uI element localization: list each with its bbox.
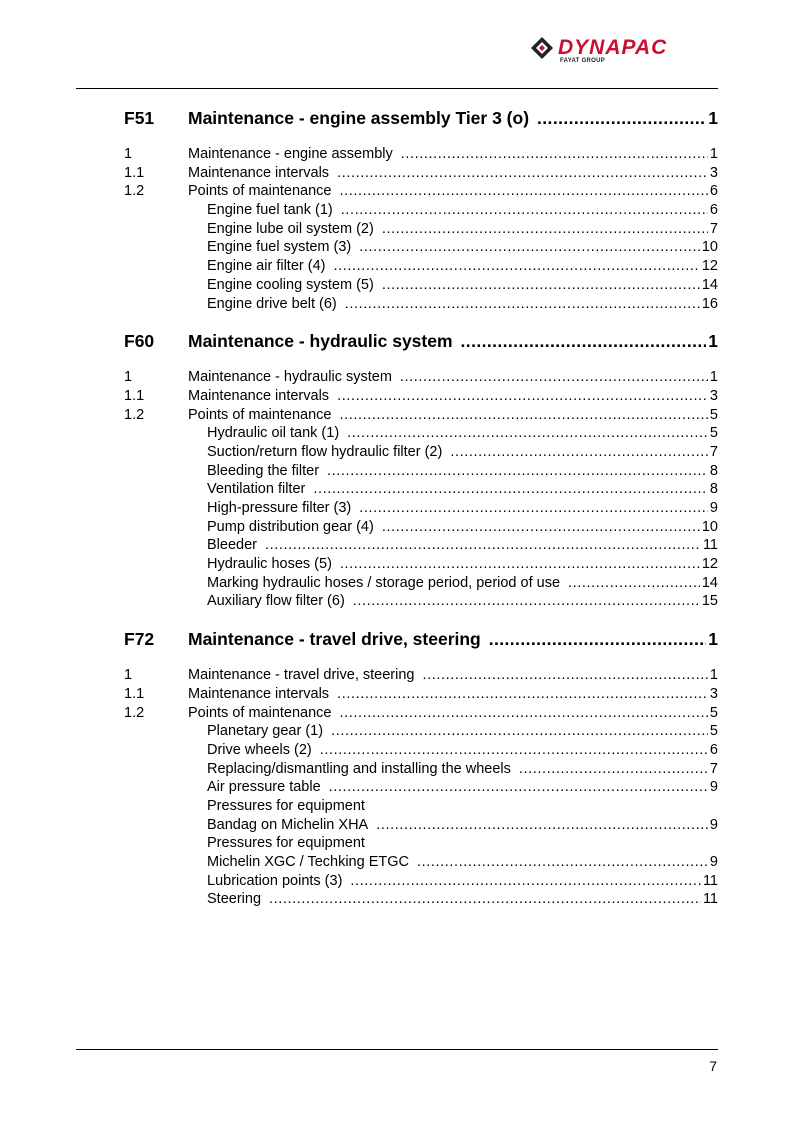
dot-leader bbox=[265, 536, 701, 555]
entry-title: Points of maintenance bbox=[188, 183, 332, 200]
entry-number: 1.2 bbox=[124, 704, 145, 721]
section-code: F51 bbox=[124, 108, 155, 128]
section-heading[interactable] bbox=[124, 108, 718, 134]
entry-page: 10 bbox=[701, 518, 718, 535]
section-page: 1 bbox=[708, 108, 718, 128]
entry-number: 1.1 bbox=[124, 685, 145, 702]
entry-number: 1.1 bbox=[124, 164, 145, 181]
toc-entry[interactable] bbox=[124, 295, 718, 314]
dot-leader bbox=[568, 574, 700, 593]
entry-title: Drive wheels (2) bbox=[207, 741, 312, 758]
dynapac-diamond-icon bbox=[530, 36, 554, 60]
toc-entry[interactable] bbox=[124, 406, 718, 425]
section-heading[interactable] bbox=[124, 331, 718, 357]
entry-title: Bleeding the filter bbox=[207, 462, 320, 479]
entry-page: 8 bbox=[709, 481, 718, 498]
toc-entry[interactable] bbox=[124, 872, 718, 891]
section-heading[interactable] bbox=[124, 629, 718, 655]
dot-leader bbox=[350, 872, 701, 891]
entry-page: 15 bbox=[701, 593, 718, 610]
entry-title: Pressures for equipment bbox=[207, 835, 365, 852]
entry-title: Planetary gear (1) bbox=[207, 723, 324, 740]
toc-entry[interactable] bbox=[124, 257, 718, 276]
entry-title: Engine cooling system (5) bbox=[207, 276, 374, 293]
dot-leader bbox=[339, 406, 707, 425]
toc-entry[interactable] bbox=[124, 666, 718, 685]
toc-entry[interactable] bbox=[124, 816, 718, 835]
dot-leader bbox=[422, 666, 707, 685]
toc-entry[interactable] bbox=[124, 201, 718, 220]
toc-entry[interactable] bbox=[124, 443, 718, 462]
dot-leader bbox=[537, 108, 706, 129]
entry-title: High-pressure filter (3) bbox=[207, 500, 352, 516]
dot-leader bbox=[382, 220, 708, 239]
entry-title: Ventilation filter bbox=[207, 481, 306, 498]
toc-entry[interactable] bbox=[124, 182, 718, 201]
dot-leader bbox=[382, 276, 700, 295]
dot-leader bbox=[339, 182, 707, 201]
dot-leader bbox=[347, 424, 708, 443]
entry-title: Hydraulic hoses (5) bbox=[207, 556, 332, 573]
section-code: F72 bbox=[124, 629, 155, 650]
entry-title: Hydraulic oil tank (1) bbox=[207, 425, 340, 442]
toc-entry[interactable] bbox=[124, 592, 718, 611]
entry-page: 7 bbox=[709, 760, 718, 777]
entry-title: Points of maintenance bbox=[188, 406, 332, 423]
footer-rule bbox=[76, 1049, 718, 1050]
toc-entry[interactable] bbox=[124, 536, 718, 555]
entry-title: Maintenance - engine assembly bbox=[188, 146, 393, 162]
section-title: Maintenance - engine assembly Tier 3 (o) bbox=[188, 108, 530, 128]
dot-leader bbox=[269, 890, 701, 909]
toc-entry[interactable] bbox=[124, 778, 718, 797]
dot-leader bbox=[340, 555, 700, 574]
dot-leader bbox=[331, 722, 708, 741]
entry-title: Pressures for equipment bbox=[207, 797, 365, 814]
table-of-contents bbox=[124, 108, 718, 927]
toc-entry[interactable] bbox=[124, 480, 718, 499]
toc-section bbox=[124, 108, 718, 313]
entry-page: 3 bbox=[709, 164, 718, 181]
entry-title: Engine fuel tank (1) bbox=[207, 202, 333, 219]
entry-page: 16 bbox=[701, 295, 718, 312]
toc-entry[interactable] bbox=[124, 424, 718, 443]
toc-entry[interactable] bbox=[124, 145, 718, 164]
entry-title: Engine drive belt (6) bbox=[207, 295, 337, 312]
entry-title: Steering bbox=[207, 891, 262, 908]
entry-page: 14 bbox=[701, 574, 718, 591]
toc-section bbox=[124, 331, 718, 611]
entry-title: Pump distribution gear (4) bbox=[207, 518, 374, 535]
entry-page: 11 bbox=[702, 872, 718, 889]
entry-title: Marking hydraulic hoses / storage period, period of use bbox=[207, 574, 561, 591]
entry-title: Maintenance - hydraulic system bbox=[188, 369, 392, 386]
section-page: 1 bbox=[708, 331, 718, 352]
dot-leader bbox=[450, 443, 708, 462]
toc-entry[interactable] bbox=[124, 518, 718, 537]
dot-leader bbox=[339, 704, 707, 723]
entry-title: Maintenance intervals bbox=[188, 685, 330, 702]
entry-page: 9 bbox=[709, 854, 718, 870]
entry-page: 7 bbox=[709, 443, 718, 460]
dot-leader bbox=[345, 295, 700, 314]
section-page: 1 bbox=[708, 629, 718, 650]
dot-leader bbox=[376, 816, 708, 835]
entry-page: 5 bbox=[709, 723, 718, 740]
toc-entry[interactable] bbox=[124, 741, 718, 760]
dot-leader bbox=[401, 145, 708, 164]
entry-number: 1.2 bbox=[124, 406, 145, 423]
entry-page: 1 bbox=[709, 667, 718, 684]
toc-entry[interactable] bbox=[124, 722, 718, 741]
toc-entry[interactable] bbox=[124, 704, 718, 723]
entry-page: 12 bbox=[701, 258, 718, 275]
section-title: Maintenance - travel drive, steering bbox=[188, 629, 481, 650]
entry-title: Auxiliary flow filter (6) bbox=[207, 593, 345, 610]
entry-title: Maintenance intervals bbox=[188, 164, 330, 181]
entry-page: 3 bbox=[709, 387, 718, 404]
toc-entry[interactable] bbox=[124, 164, 718, 183]
entry-page: 5 bbox=[709, 704, 718, 721]
dot-leader bbox=[329, 778, 708, 797]
dynapac-logo bbox=[530, 36, 725, 66]
entry-title: Air pressure table bbox=[207, 779, 321, 796]
entry-title: Suction/return flow hydraulic filter (2) bbox=[207, 443, 443, 460]
toc-entry[interactable] bbox=[124, 555, 718, 574]
entry-page: 3 bbox=[709, 685, 718, 702]
dot-leader bbox=[320, 741, 708, 760]
dot-leader bbox=[341, 201, 708, 220]
entry-title: Bandag on Michelin XHA bbox=[207, 816, 369, 833]
entry-page: 5 bbox=[709, 425, 718, 442]
section-title: Maintenance - hydraulic system bbox=[188, 331, 453, 352]
toc-entry[interactable] bbox=[124, 220, 718, 239]
toc-entry[interactable] bbox=[124, 276, 718, 295]
entry-title: Points of maintenance bbox=[188, 704, 332, 721]
dot-leader bbox=[337, 685, 708, 704]
entry-title: Maintenance - travel drive, steering bbox=[188, 667, 415, 684]
entry-number: 1 bbox=[124, 369, 133, 386]
entry-title: Lubrication points (3) bbox=[207, 872, 343, 889]
entry-page: 7 bbox=[709, 220, 718, 237]
toc-entry[interactable] bbox=[124, 238, 718, 257]
entry-page: 6 bbox=[709, 741, 718, 758]
header-rule bbox=[76, 88, 718, 89]
entry-page: 1 bbox=[709, 369, 718, 386]
toc-section bbox=[124, 629, 718, 909]
entry-page: 12 bbox=[701, 556, 718, 573]
entry-page: 9 bbox=[709, 816, 718, 833]
entry-page: 11 bbox=[702, 537, 718, 554]
entry-page: 6 bbox=[709, 202, 718, 219]
dot-leader bbox=[417, 853, 708, 872]
toc-entry[interactable] bbox=[124, 685, 718, 704]
entry-page: 10 bbox=[701, 239, 718, 256]
entry-page: 6 bbox=[709, 183, 718, 200]
entry-title: Michelin XGC / Techking ETGC bbox=[207, 854, 409, 870]
entry-number: 1.2 bbox=[124, 183, 145, 200]
dot-leader bbox=[337, 164, 708, 183]
dot-leader bbox=[519, 760, 708, 779]
page-number: 7 bbox=[709, 1058, 717, 1074]
dot-leader bbox=[327, 462, 708, 481]
entry-number: 1 bbox=[124, 146, 133, 162]
entry-title: Engine air filter (4) bbox=[207, 258, 326, 275]
dot-leader bbox=[353, 592, 700, 611]
dot-leader bbox=[337, 387, 708, 406]
toc-entry[interactable] bbox=[124, 368, 718, 387]
entry-page: 11 bbox=[702, 891, 718, 908]
toc-entry[interactable] bbox=[124, 462, 718, 481]
entry-title: Replacing/dismantling and installing the wheels bbox=[207, 760, 511, 777]
toc-entry[interactable] bbox=[124, 853, 718, 872]
entry-title: Engine fuel system (3) bbox=[207, 239, 352, 256]
entry-page: 5 bbox=[709, 406, 718, 423]
entry-page: 1 bbox=[709, 146, 718, 162]
dot-leader bbox=[333, 257, 699, 276]
toc-entry[interactable] bbox=[124, 834, 718, 853]
toc-entry[interactable] bbox=[124, 574, 718, 593]
entry-title: Maintenance intervals bbox=[188, 387, 330, 404]
toc-entry[interactable] bbox=[124, 797, 718, 816]
entry-title: Bleeder bbox=[207, 537, 257, 554]
entry-page: 9 bbox=[709, 779, 718, 796]
entry-number: 1 bbox=[124, 667, 133, 684]
entry-title: Engine lube oil system (2) bbox=[207, 220, 374, 237]
entry-number: 1.1 bbox=[124, 387, 145, 404]
section-code: F60 bbox=[124, 331, 155, 352]
entry-page: 8 bbox=[709, 462, 718, 479]
dot-leader bbox=[400, 368, 708, 387]
toc-entry[interactable] bbox=[124, 387, 718, 406]
entry-page: 14 bbox=[701, 276, 718, 293]
toc-entry[interactable] bbox=[124, 890, 718, 909]
dot-leader bbox=[461, 331, 707, 352]
dot-leader bbox=[359, 499, 708, 518]
entry-page: 9 bbox=[709, 500, 718, 516]
brand-name: DYNAPAC bbox=[558, 36, 668, 59]
brand-subtitle: FAYAT GROUP bbox=[560, 58, 606, 64]
dot-leader bbox=[382, 518, 700, 537]
toc-entry[interactable] bbox=[124, 499, 718, 518]
toc-entry[interactable] bbox=[124, 760, 718, 779]
dot-leader bbox=[313, 480, 708, 499]
dot-leader bbox=[489, 629, 707, 650]
dot-leader bbox=[359, 238, 700, 257]
